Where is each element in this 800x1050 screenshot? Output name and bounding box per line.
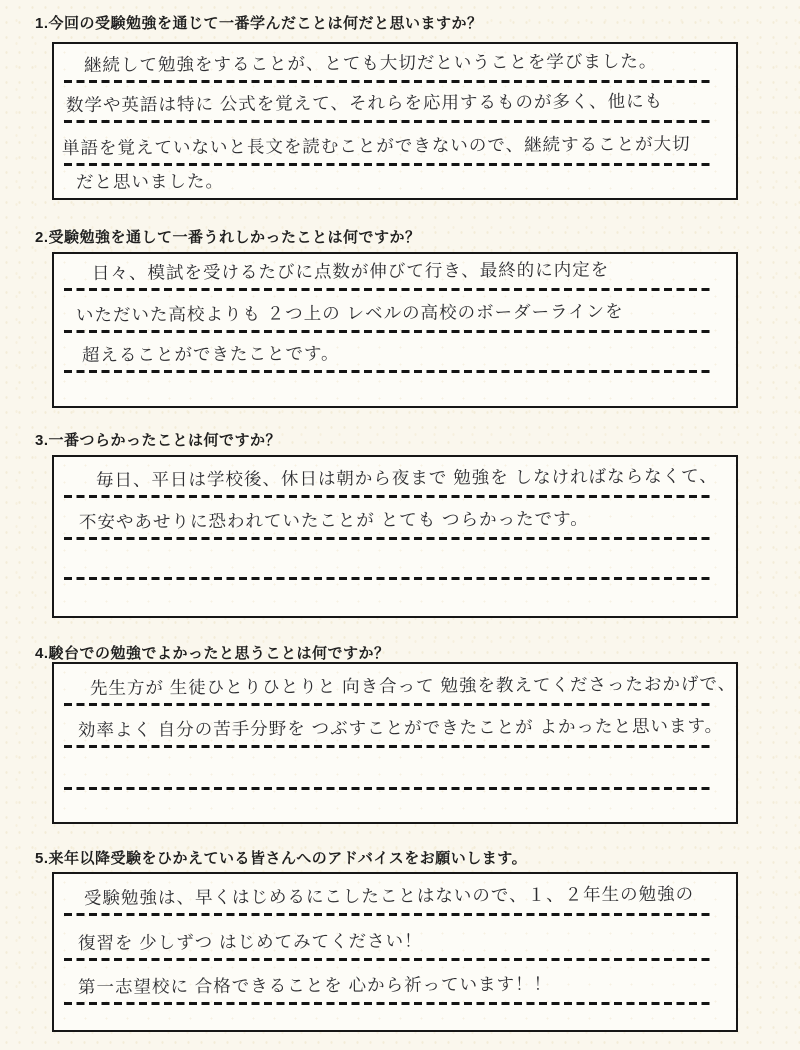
question-2-answer-box	[52, 252, 738, 408]
question-3-answer-box	[52, 455, 738, 618]
handwritten-answer-line: 復習を 少しずつ はじめてみてください！	[77, 930, 423, 954]
dotted-rule	[64, 537, 712, 540]
dotted-rule	[64, 80, 712, 83]
dotted-rule	[64, 577, 712, 580]
handwritten-answer-line: 継続して勉強をすることが、とても大切だということを学びました。	[83, 50, 658, 76]
question-1-answer-box	[52, 42, 738, 200]
dotted-rule	[64, 330, 712, 333]
dotted-rule	[64, 787, 712, 790]
question-2-label: 2.受験勉強を通して一番うれしかったことは何ですか？	[35, 229, 421, 246]
dotted-rule	[64, 958, 712, 961]
dotted-rule	[64, 163, 712, 166]
dotted-rule	[64, 120, 712, 123]
question-5-label: 5.来年以降受験をひかえている皆さんへのアドバイスをお願いします。	[35, 850, 528, 867]
question-4-label: 4.駿台での勉強でよかったと思うことは何ですか？	[35, 645, 390, 662]
handwritten-answer-line: いただいた高校よりも ２つ上の レベルの高校のボーダーラインを	[75, 301, 624, 326]
question-4-answer-box	[52, 662, 738, 824]
question-5-answer-box	[52, 872, 738, 1032]
handwritten-answer-line: 先生方が 生徒ひとりひとりと 向き合って 勉強を教えてくださったおかげで、	[89, 673, 737, 699]
dotted-rule	[64, 745, 712, 748]
dotted-rule	[64, 703, 712, 706]
handwritten-answer-line: 毎日、平日は学校後、休日は朝から夜まで 勉強を しなければならなくて、	[95, 465, 718, 491]
handwritten-answer-line: だと思いました。	[75, 170, 224, 193]
handwritten-answer-line: 効率よく 自分の苦手分野を つぶすことができたことが よかったと思います。	[77, 715, 724, 741]
handwritten-answer-line: 不安やあせりに恐われていたことが とても つらかったです。	[78, 508, 589, 533]
dotted-rule	[64, 495, 712, 498]
question-3-label: 3.一番つらかったことは何ですか？	[35, 432, 282, 449]
handwritten-answer-line: 単語を覚えていないと長文を読むことができないので、継続することが大切	[61, 133, 691, 159]
handwritten-answer-line: 超えることができたことです。	[81, 343, 340, 366]
question-1-label: 1.今回の受験勉強を通じて一番学んだことは何だと思いますか？	[35, 15, 483, 32]
handwritten-answer-line: 第一志望校に 合格できることを 心から祈っています！！	[77, 973, 553, 998]
dotted-rule	[64, 370, 712, 373]
handwritten-answer-line: 日々、模試を受けるたびに点数が伸びて行き、最終的に内定を	[91, 259, 610, 284]
dotted-rule	[64, 288, 712, 291]
handwritten-answer-line: 数学や英語は特に 公式を覚えて、それらを応用するものが多く、他にも	[65, 90, 664, 116]
handwritten-answer-line: 受験勉強は、早くはじめるにこしたことはないので、１、２年生の勉強の	[83, 883, 695, 909]
dotted-rule	[64, 913, 712, 916]
dotted-rule	[64, 1002, 712, 1005]
